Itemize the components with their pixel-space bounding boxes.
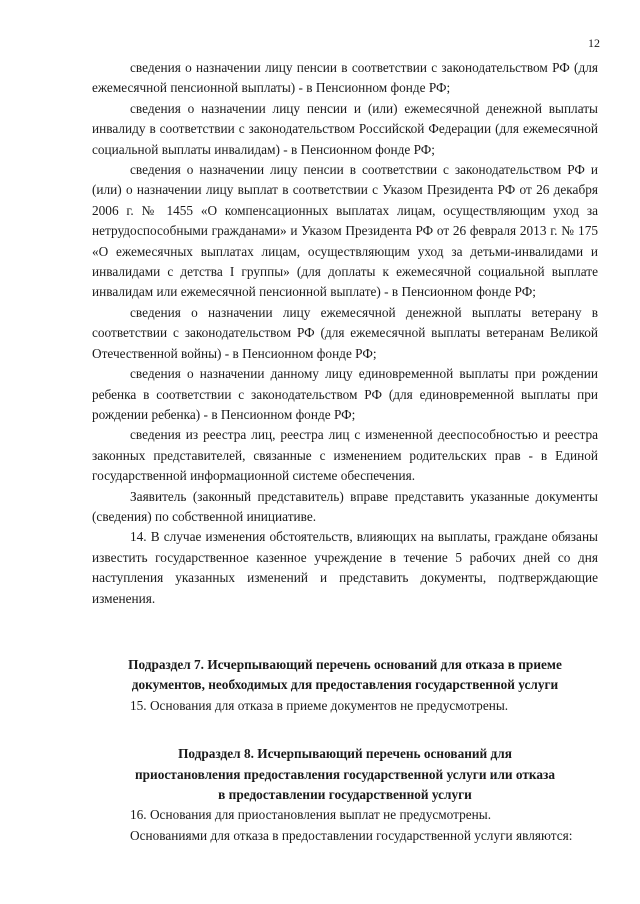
section-7-heading [92,655,598,696]
section-8-heading-line-3: в предоставлении государственной услуги [218,787,472,802]
section-7-heading-line-1: Подраздел 7. Исчерпывающий перечень оснований для отказа в приеме [128,656,562,672]
page-number: 12 [588,36,600,50]
document-body [92,58,598,846]
paragraph-applicant-right: Заявитель (законный представитель) вправе представить указанные документы (сведения) по собственной инициативе. [92,488,598,524]
paragraph-registry-info: сведения из реестра лиц, реестра лиц с измененной дееспособностью и реестра законных представителей, связанные с изменением родительских прав - в Единой государственной информационной системе обеспечения. [92,427,598,484]
paragraph-item-14: 14. В случае изменения обстоятельств, влияющих на выплаты, граждане обязаны известить государственное казенное учреждение в течение 5 рабочих дней со дня наступления указанных изменений и представить документы, подтверждающие изменения. [92,529,598,606]
paragraph-refusal-grounds: Основаниями для отказа в предоставлении государственной услуги являются: [130,827,573,843]
paragraph-birth-payment-info: сведения о назначении данному лицу единовременной выплаты при рождении ребенка в соответствии с законодательством РФ (для единовременной выплаты при рождении ребенка) - в Пенсионном фонде РФ; [92,366,598,422]
section-8-heading-line-1: Подраздел 8. Исчерпывающий перечень оснований для [178,746,512,762]
paragraph-item-16: 16. Основания для приостановления выплат не предусмотрены. [130,807,492,823]
paragraph-caregiver-payment-info: сведения о назначении лицу пенсии в соответствии с законодательством РФ и (или) о назначении лицу выплат в соответствии с Указом Президента РФ от 26 декабря 2006 г. № 1455 «О компенсационных выплатах лицам, осуществляющим уход за нетрудоспособными гражданами» и Указом Президента РФ от 26 февраля 2013 г. № 175 «О ежемесячных выплатах лицам, осуществляющим уход за детьми-инвалидами и инвалидами с детства I группы» (для доплаты к ежемесячной социальной выплате инвалидам или ежемесячной пенсионной выплате) - в Пенсионном фонде РФ; [92,162,598,300]
paragraph-veteran-payment-info: сведения о назначении лицу ежемесячной денежной выплаты ветерану в соответствии с законодательством РФ (для ежемесячной выплаты ветеранам Великой Отечественной войны) - в Пенсионном фонде РФ; [92,304,598,361]
section-7-heading-line-2: документов, необходимых для предоставления государственной услуги [131,677,559,693]
section-8-heading-line-2: приостановления предоставления государственной услуги или отказа [134,766,556,782]
paragraph-disability-payment-info: сведения о назначении лицу пенсии и (или) ежемесячной денежной выплаты инвалиду в соответствии с законодательством Российской Федерации (для ежемесячной социальной выплаты инвалидам) - в Пенсионном фонде РФ; [92,100,598,157]
section-8-heading [92,744,598,805]
paragraph-pension-info: сведения о назначении лицу пенсии в соответствии с законодательством РФ (для ежемесячной пенсионной выплаты) - в Пенсионном фонде РФ; [92,60,598,96]
paragraph-item-15: 15. Основания для отказа в приеме документов не предусмотрены. [130,697,509,713]
